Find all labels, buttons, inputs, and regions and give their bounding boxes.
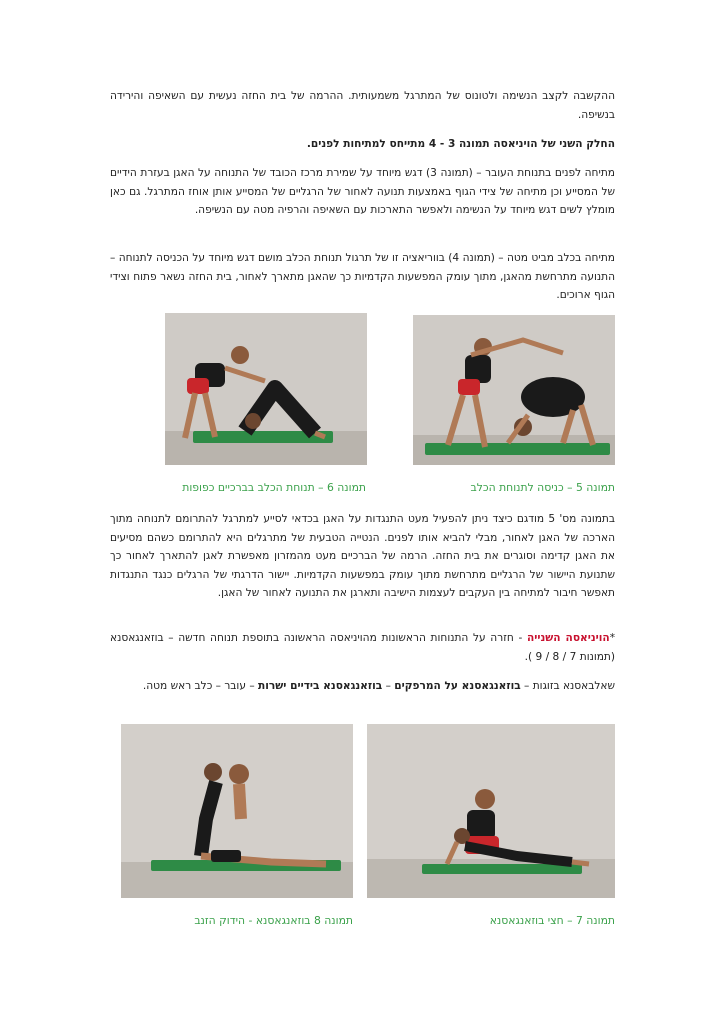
paragraph-3: מתיחה לפנים בתנוחת העובר – (תמונה 3) דגש מיוחד על שמירת מרכז הכובד של התנוחה על האגן בעזרת הידיים של המסייע וכן מתיחה של צידי הגוף באמצעות תנועה לאחור של הרגליים של המסייע אותן אוחז המתרגל. גם כאן מומלץ לשים דגש מיוחד על הנשימה ולאפשר התארכות עם השאיפה והרפיה מטה עם הנשיפה. (110, 167, 615, 216)
photo-fig7 (367, 724, 615, 898)
footnote-star: * (609, 632, 616, 644)
paragraph-6 (110, 629, 615, 666)
caption-fig7: תמונה 7 – חצי בוזאנגאסנא (489, 914, 615, 927)
p7-part-d: בוזאנגאסנא בידיים ישרות (257, 680, 383, 692)
caption-fig8: תמונה 8 בוזאנגאסנא - הידוק הזנב (194, 914, 353, 927)
p7-part-e: – עובר – כלב ראש מטה. (142, 680, 258, 692)
paragraph-1: ההקשבה לקצב הנשימה ולטונוס של המתרגל משמעותית. ההרמה של בית החזה נעשית עם השאיפה והירידה בנשיפה. (110, 90, 615, 121)
caption-fig5: תמונה 5 – כניסה לתנוחת הכלב (470, 481, 615, 494)
photo-fig8 (121, 724, 353, 898)
p7-part-a: שאלבאסנא בזוגות – (520, 680, 615, 692)
photo-fig6 (165, 313, 367, 465)
paragraph-5: בתמונה מס' 5 מודגם כיצד ניתן להפעיל מעט התנגדות על האגן בכדאי לסייע למתרגל להתרומם לתנוחה מתוך הארכה של האגן לאחור, מבלי להביא אותו לפנים. הנטייה הטבעית של מתרגלים היא להתרומם כשהם מסיעים את האגן קדימה וסוגרים את בית החזה. הרמה של הברכיים מעט מהמזרון מאפשרת לאגן להתארך לאחור כך שתנועת היישור של הרגליים מתרחשת מתוך עומק במפשעות הקדמיות. יישור הדרגתי של הרגלים כנגד התנגדות תאפשר חיבור למתיחה בין העקבים לעצמות הישיבה ותארגן את התנועה לאחור של האגן. (110, 513, 615, 599)
paragraph-6-rest: - חזרה על התנוחות הראשונות מהויניאסה הראשונה בתוספת תנוחה חדשה – בוזאנגאסנא (תמונות 7 / 8 / 9 ). (110, 632, 615, 663)
section-heading: החלק השני של הויניאסה תמונה 3 - 4 מתייחס למתיחות לפנים. (306, 138, 615, 150)
photo-fig5 (413, 315, 615, 465)
p7-part-b: בוזאנגאסנא על המרפקים (394, 680, 521, 692)
caption-fig6: תמונה 6 – תנוחת הכלב בברכיים כפופות (182, 481, 366, 494)
paragraph-4: מתיחה בכלב מביט מטה – (תמונה 4) בווריאציה זו של תרגול תנוחת הכלב מושם דגש מיוחד על הכניסה לתנוחה – התנועה מתרחשת מהאגן, מתוך עומק המפשעות הקדמיות כך שהאגן מתארך לאחור, בית החזה נשאר פתוח וצידי הגוף ארוכים. (110, 252, 615, 301)
highlight-term: הויניאסה השנייה (526, 632, 610, 644)
paragraph-7 (110, 677, 615, 696)
p7-part-c: – (382, 680, 395, 692)
